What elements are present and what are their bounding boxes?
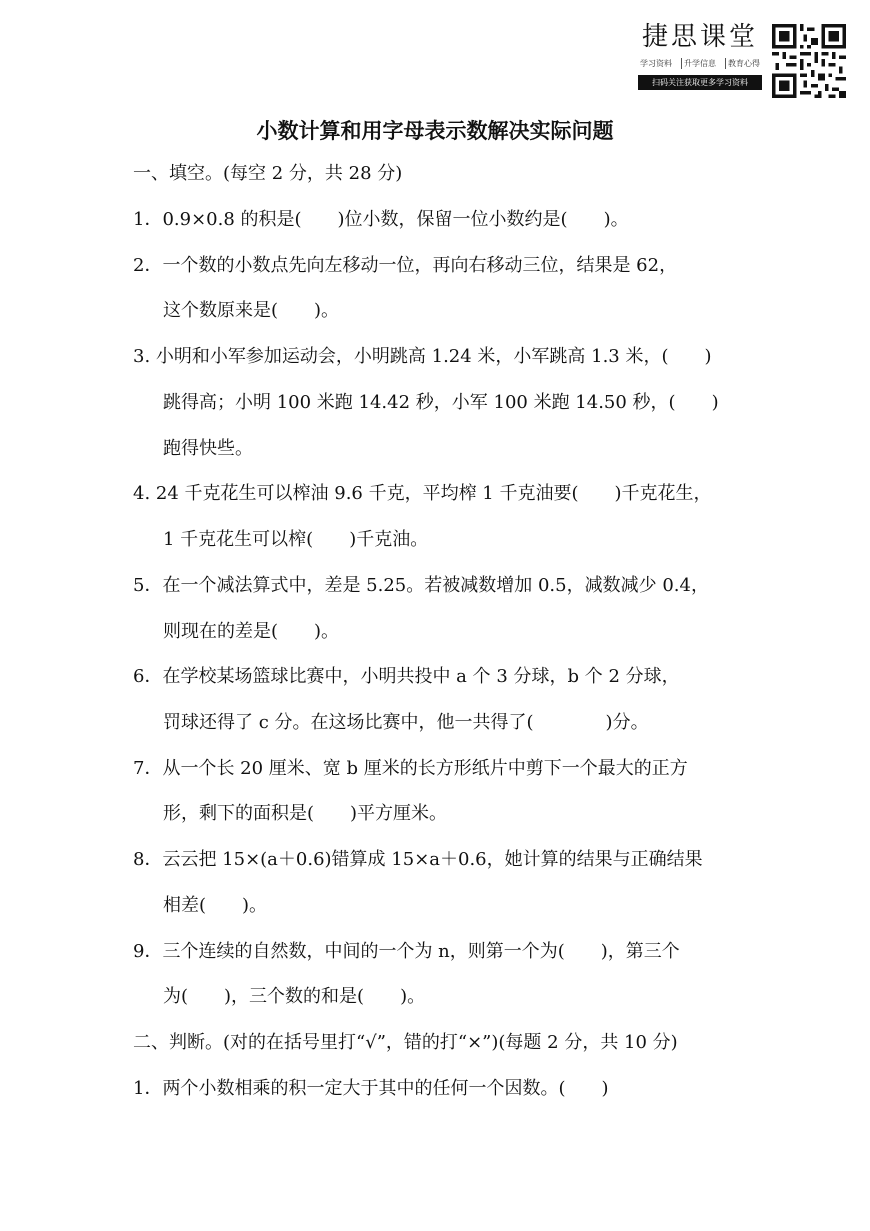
qr-code-icon [772, 24, 846, 98]
brand-link: 教育心得 [725, 58, 762, 69]
question-line: 8．云云把 15×(a＋0.6)错算成 15×a＋0.6，她计算的结果与正确结果 [133, 849, 703, 870]
question-line: 相差( )。 [163, 895, 268, 916]
question-line: 1．0.9×0.8 的积是( )位小数，保留一位小数约是( )。 [133, 209, 629, 230]
question-line: 6．在学校某场篮球比赛中，小明共投中 a 个 3 分球，b 个 2 分球， [133, 666, 680, 687]
question-line: 7．从一个长 20 厘米、宽 b 厘米的长方形纸片中剪下一个最大的正方 [133, 758, 688, 779]
question-line: 为( )，三个数的和是( )。 [163, 986, 426, 1007]
brand-banner: 扫码关注获取更多学习资料 [638, 75, 762, 90]
brand-header [638, 22, 762, 90]
question-line: 跑得快些。 [163, 438, 253, 459]
brand-name: 捷思课堂 [641, 22, 758, 52]
question-line: 1 千克花生可以榨( )千克油。 [163, 529, 429, 550]
brand-link: 升学信息 [681, 58, 718, 69]
question-line: 9．三个连续的自然数，中间的一个为 n，则第一个为( )，第三个 [133, 941, 680, 962]
section-heading: 一、填空。(每空 2 分，共 28 分) [133, 163, 403, 184]
question-line: 这个数原来是( )。 [163, 300, 340, 321]
question-line: 1．两个小数相乘的积一定大于其中的任何一个因数。( ) [133, 1078, 609, 1099]
question-line: 跳得高；小明 100 米跑 14.42 秒，小军 100 米跑 14.50 秒，( ) [163, 392, 719, 413]
question-line: 罚球还得了 c 分。在这场比赛中，他一共得了( )分。 [163, 712, 649, 733]
question-line: 5．在一个减法算式中，差是 5.25。若被减数增加 0.5，减数减少 0.4， [133, 575, 709, 596]
question-line: 则现在的差是( )。 [163, 621, 340, 642]
question-line: 2．一个数的小数点先向左移动一位，再向右移动三位，结果是 62， [133, 255, 678, 276]
section-heading: 二、判断。(对的在括号里打“√”，错的打“×”)(每题 2 分，共 10 分) [133, 1032, 678, 1053]
page-title: 小数计算和用字母表示数解决实际问题 [256, 119, 614, 143]
question-line: 4. 24 千克花生可以榨油 9.6 千克，平均榨 1 千克油要( )千克花生， [133, 483, 712, 504]
question-line: 形，剩下的面积是( )平方厘米。 [163, 803, 448, 824]
brand-links [638, 58, 762, 69]
brand-link: 学习资料 [640, 59, 672, 68]
question-line: 3. 小明和小军参加运动会，小明跳高 1.24 米，小军跳高 1.3 米，( ) [133, 346, 712, 367]
